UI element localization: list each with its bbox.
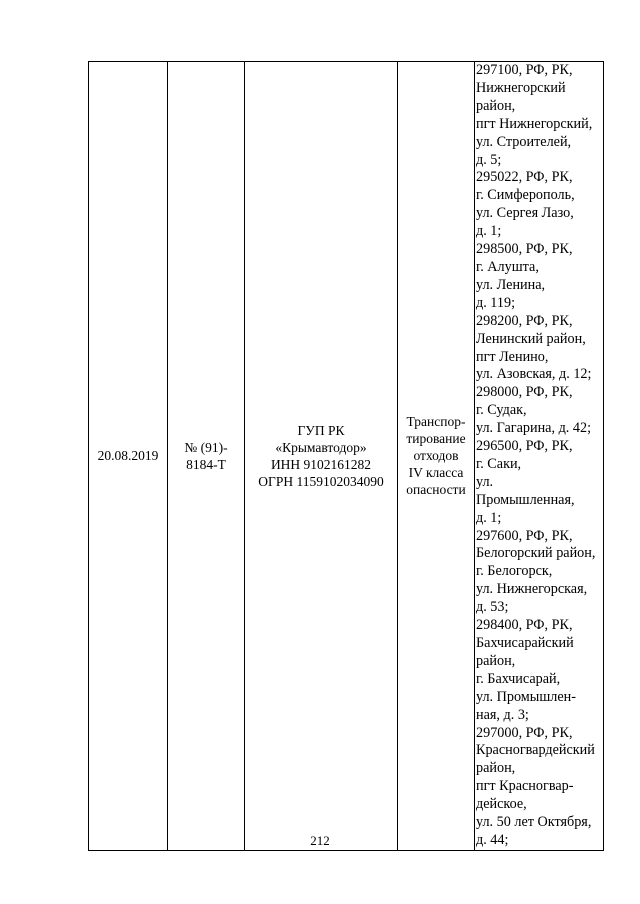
activity-line: IV класса bbox=[408, 465, 464, 481]
address-line: район, bbox=[476, 760, 516, 777]
address-line: ул. Азовская, д. 12; bbox=[476, 366, 592, 383]
address-list bbox=[476, 62, 603, 850]
address-line: 298400, РФ, РК, bbox=[476, 617, 573, 634]
address-line: г. Саки, bbox=[476, 455, 522, 472]
address-line: пгт Ленино, bbox=[476, 348, 549, 365]
address-line: 297000, РФ, РК, bbox=[476, 724, 573, 741]
address-line: 297600, РФ, РК, bbox=[476, 527, 573, 544]
address-line: дейское, bbox=[476, 796, 527, 813]
activity-line: тирование bbox=[406, 431, 466, 447]
address-line: Ленинский район, bbox=[476, 330, 586, 347]
address-line: ул. Гагарина, д. 42; bbox=[476, 420, 592, 437]
activity-line: опасности bbox=[406, 482, 466, 498]
address-line: 295022, РФ, РК, bbox=[476, 169, 573, 186]
address-line: 298500, РФ, РК, bbox=[476, 241, 573, 258]
date-cell bbox=[89, 62, 168, 851]
address-line: д. 1; bbox=[476, 509, 502, 526]
address-line: 296500, РФ, РК, bbox=[476, 438, 573, 455]
address-line: пгт Красногвар- bbox=[476, 778, 574, 795]
organization-short-name: «Крымавтодор» bbox=[275, 439, 367, 455]
license-table bbox=[88, 61, 604, 851]
organization-inn: ИНН 9102161282 bbox=[270, 456, 372, 472]
address-line: 297100, РФ, РК, bbox=[476, 62, 573, 78]
address-line: 298000, РФ, РК, bbox=[476, 384, 573, 401]
address-line: район, bbox=[476, 652, 516, 669]
issue-date: 20.08.2019 bbox=[97, 448, 159, 464]
license-number-line: № (91)- bbox=[184, 439, 228, 455]
address-line: д. 119; bbox=[476, 294, 516, 311]
organization-cell bbox=[245, 62, 398, 851]
address-line: д. 5; bbox=[476, 151, 502, 168]
address-line: г. Белогорск, bbox=[476, 563, 553, 580]
address-cell bbox=[475, 62, 604, 851]
address-line: д. 53; bbox=[476, 599, 509, 616]
activity-cell bbox=[398, 62, 475, 851]
address-line: район, bbox=[476, 97, 516, 114]
address-line: д. 44; bbox=[476, 831, 509, 848]
address-line: г. Симферополь, bbox=[476, 187, 575, 204]
table-row bbox=[89, 62, 604, 851]
address-line: ул. Промышлен- bbox=[476, 688, 576, 705]
activity-line: отходов bbox=[413, 448, 459, 464]
address-line: ул. bbox=[476, 473, 494, 490]
address-line: Красногвардейский bbox=[476, 742, 595, 759]
address-line: 298200, РФ, РК, bbox=[476, 312, 573, 329]
address-line: г. Алушта, bbox=[476, 258, 539, 275]
license-number-line: 8184-Т bbox=[186, 456, 226, 472]
address-line: г. Судак, bbox=[476, 402, 527, 419]
address-line: ная, д. 3; bbox=[476, 706, 529, 723]
address-line: д. 1; bbox=[476, 223, 502, 240]
activity-line: Транспор- bbox=[406, 414, 466, 430]
address-line: ул. 50 лет Октября, bbox=[476, 814, 592, 831]
address-line: ул. Строителей, bbox=[476, 133, 572, 150]
address-line: Промышленная, bbox=[476, 491, 575, 508]
address-line: пгт Нижнегорский, bbox=[476, 115, 593, 132]
address-line: ул. Сергея Лазо, bbox=[476, 205, 574, 222]
organization-name: ГУП РК bbox=[297, 422, 345, 438]
address-line: Нижнегорский bbox=[476, 79, 566, 96]
address-line: ул. Ленина, bbox=[476, 276, 546, 293]
organization-ogrn: ОГРН 1159102034090 bbox=[258, 473, 384, 489]
page-number: 212 bbox=[310, 833, 330, 848]
address-line: г. Бахчисарай, bbox=[476, 670, 561, 687]
address-line: Белогорский район, bbox=[476, 545, 596, 562]
address-line: ул. Нижнегорская, bbox=[476, 581, 588, 598]
address-line: Бахчисарайский bbox=[476, 635, 574, 651]
license-number-cell bbox=[168, 62, 245, 851]
